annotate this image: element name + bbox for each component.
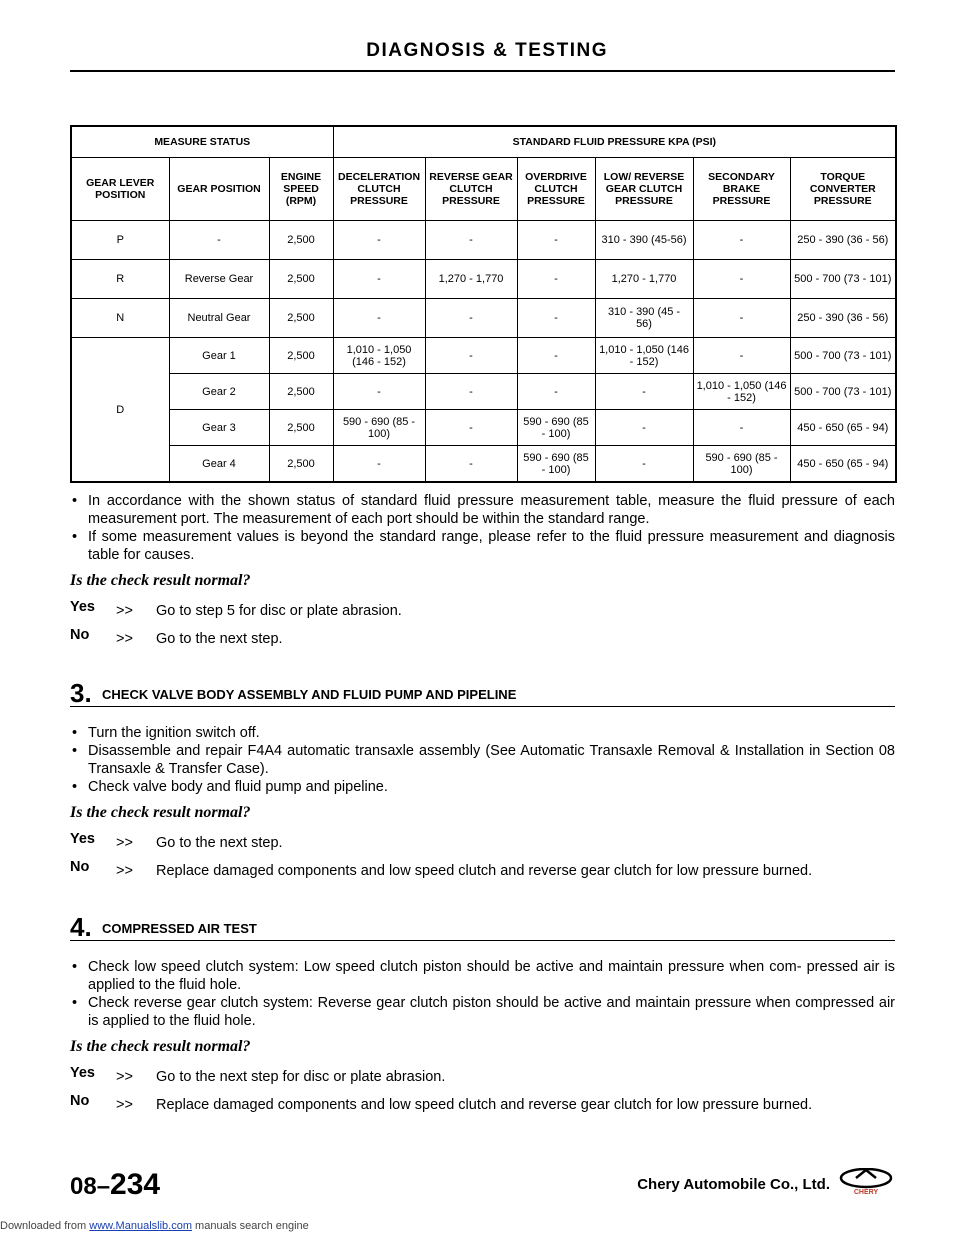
bullet-item: • Check low speed clutch system: Low speed clutch piston should be active and maintain pressure when com- pressed air is applied to the fluid hole. <box>70 958 895 994</box>
table-cell: - <box>693 260 790 299</box>
table-cell: 1,270 - 1,770 <box>425 260 517 299</box>
no-label: No <box>70 859 90 875</box>
no-text: Replace damaged components and low speed clutch and reverse gear clutch for low pressure burned. <box>156 1097 813 1113</box>
table-cell: 2,500 <box>269 338 333 374</box>
table-cell: - <box>333 299 425 338</box>
table-cell: R <box>71 260 169 299</box>
table-cell: - <box>595 446 693 483</box>
table-cell: 2,500 <box>269 299 333 338</box>
yes-label: Yes <box>70 599 95 615</box>
table-cell: - <box>693 338 790 374</box>
table-cell: 250 - 390 (36 - 56) <box>790 299 896 338</box>
table-cell: 250 - 390 (36 - 56) <box>790 221 896 260</box>
section4-title: COMPRESSED AIR TEST <box>102 921 257 936</box>
col-header: REVERSE GEAR CLUTCH PRESSURE <box>425 158 517 221</box>
table-cell: - <box>333 260 425 299</box>
table-cell: - <box>425 410 517 446</box>
table-cell: 590 - 690 (85 - 100) <box>693 446 790 483</box>
bullet-item: • Disassemble and repair F4A4 automatic transaxle assembly (See Automatic Transaxle Removal & Installation in Section 08 Transaxle & Transfer Case). <box>70 742 895 778</box>
no-label: No <box>70 627 90 643</box>
table-cell-d-lever: D <box>71 338 169 483</box>
check-question: Is the check result normal? <box>70 572 251 589</box>
table-cell: Gear 2 <box>169 374 269 410</box>
table-cell: 2,500 <box>269 221 333 260</box>
section3-body <box>70 724 895 880</box>
yes-text: Go to step 5 for disc or plate abrasion. <box>156 603 402 619</box>
table-cell: - <box>517 374 595 410</box>
table-cell: 310 - 390 (45-56) <box>595 221 693 260</box>
yes-answer <box>70 599 895 620</box>
yes-text: Go to the next step. <box>156 835 283 851</box>
section3-number: 3. <box>70 678 92 708</box>
section4-bullet-list <box>70 958 895 1030</box>
page-number-value: 234 <box>110 1168 161 1201</box>
col-header: OVERDRIVE CLUTCH PRESSURE <box>517 158 595 221</box>
table-cell: 590 - 690 (85 - 100) <box>333 410 425 446</box>
yes-answer <box>70 1065 895 1086</box>
section2-body <box>70 492 895 648</box>
section3-heading <box>70 678 895 707</box>
table-cell: - <box>693 299 790 338</box>
table-cell: - <box>169 221 269 260</box>
chery-logo-icon <box>838 1168 894 1196</box>
page-section-prefix: 08– <box>70 1173 111 1200</box>
table-cell: 590 - 690 (85 - 100) <box>517 446 595 483</box>
table-cell: Gear 3 <box>169 410 269 446</box>
manualslib-link[interactable]: www.Manualslib.com <box>89 1220 192 1232</box>
check-question: Is the check result normal? <box>70 1038 251 1055</box>
col-header: GEAR LEVER POSITION <box>71 158 169 221</box>
table-cell: - <box>517 338 595 374</box>
table-cell: - <box>517 260 595 299</box>
col-header: DECELERATION CLUTCH PRESSURE <box>333 158 425 221</box>
table-row <box>71 260 896 299</box>
yes-answer <box>70 831 895 852</box>
company-name: Chery Automobile Co., Ltd. <box>637 1176 830 1193</box>
col-header: TORQUE CONVERTER PRESSURE <box>790 158 896 221</box>
arrow-symbol: >> <box>116 631 133 647</box>
table-cell: - <box>333 221 425 260</box>
table-cell: - <box>595 374 693 410</box>
header-divider <box>70 70 895 72</box>
table-cell: Gear 1 <box>169 338 269 374</box>
table-cell: - <box>333 446 425 483</box>
page-number <box>70 1168 160 1202</box>
table-cell: 2,500 <box>269 446 333 483</box>
table-row <box>71 221 896 260</box>
yes-text: Go to the next step for disc or plate abrasion. <box>156 1069 446 1085</box>
table-cell: 590 - 690 (85 - 100) <box>517 410 595 446</box>
table-cell: 1,010 - 1,050 (146 - 152) <box>693 374 790 410</box>
table-cell: 500 - 700 (73 - 101) <box>790 338 896 374</box>
logo-text: CHERY <box>853 1189 879 1196</box>
bullet-item: • Turn the ignition switch off. <box>70 724 895 742</box>
bullet-item: • Check reverse gear clutch system: Reverse gear clutch piston should be active and maintain pressure when compressed air is applied to the fluid hole. <box>70 994 895 1030</box>
table-cell: - <box>595 410 693 446</box>
yes-label: Yes <box>70 831 95 847</box>
table-cell: - <box>425 221 517 260</box>
table-group-header-right: STANDARD FLUID PRESSURE KPA (PSI) <box>333 126 896 158</box>
no-answer <box>70 859 895 880</box>
fluid-pressure-table <box>70 125 897 483</box>
section3-bullet-list <box>70 724 895 796</box>
table-cell: 500 - 700 (73 - 101) <box>790 260 896 299</box>
arrow-symbol: >> <box>116 1069 133 1085</box>
table-cell: 1,010 - 1,050 (146 - 152) <box>333 338 425 374</box>
table-row <box>71 410 896 446</box>
table-cell: 500 - 700 (73 - 101) <box>790 374 896 410</box>
bullet-item: • Check valve body and fluid pump and pipeline. <box>70 778 895 796</box>
no-label: No <box>70 1093 90 1109</box>
arrow-symbol: >> <box>116 863 133 879</box>
table-cell: Gear 4 <box>169 446 269 483</box>
table-cell: - <box>693 410 790 446</box>
table-cell: - <box>517 299 595 338</box>
table-cell: Reverse Gear <box>169 260 269 299</box>
page-header-title: DIAGNOSIS & TESTING <box>366 40 608 61</box>
bullet-item: • If some measurement values is beyond the standard range, please refer to the fluid pressure measurement and diagnosis table for causes. <box>70 528 895 564</box>
col-header: LOW/ REVERSE GEAR CLUTCH PRESSURE <box>595 158 693 221</box>
download-prefix: Downloaded from <box>0 1220 87 1232</box>
col-header: ENGINE SPEED (RPM) <box>269 158 333 221</box>
col-header: SECONDARY BRAKE PRESSURE <box>693 158 790 221</box>
table-cell: 2,500 <box>269 260 333 299</box>
table-cell: - <box>517 221 595 260</box>
table-group-header-left: MEASURE STATUS <box>71 126 333 158</box>
table-row <box>71 338 896 374</box>
table-cell: N <box>71 299 169 338</box>
table-cell: 1,270 - 1,770 <box>595 260 693 299</box>
table-cell: 310 - 390 (45 - 56) <box>595 299 693 338</box>
download-footer <box>0 1220 309 1232</box>
table-cell: 450 - 650 (65 - 94) <box>790 410 896 446</box>
table-cell: - <box>693 221 790 260</box>
table-cell: 2,500 <box>269 410 333 446</box>
section4-heading <box>70 912 895 941</box>
no-answer <box>70 1093 895 1114</box>
table-cell: - <box>425 299 517 338</box>
table-cell: - <box>333 374 425 410</box>
col-header: GEAR POSITION <box>169 158 269 221</box>
check-question: Is the check result normal? <box>70 804 251 821</box>
table-cell: Neutral Gear <box>169 299 269 338</box>
table-row <box>71 374 896 410</box>
no-text: Replace damaged components and low speed clutch and reverse gear clutch for low pressure burned. <box>156 863 813 879</box>
table-row <box>71 446 896 483</box>
table-cell: 2,500 <box>269 374 333 410</box>
bullet-item: • In accordance with the shown status of standard fluid pressure measurement table, measure the fluid pressure of each measurement port. The measurement of each port should be within the standard range. <box>70 492 895 528</box>
arrow-symbol: >> <box>116 835 133 851</box>
no-text: Go to the next step. <box>156 631 283 647</box>
table-cell: P <box>71 221 169 260</box>
no-answer <box>70 627 895 648</box>
section3-title: CHECK VALVE BODY ASSEMBLY AND FLUID PUMP AND PIPELINE <box>102 687 517 702</box>
section4-number: 4. <box>70 912 92 942</box>
table-cell: 1,010 - 1,050 (146 - 152) <box>595 338 693 374</box>
section2-bullet-list <box>70 492 895 564</box>
yes-label: Yes <box>70 1065 95 1081</box>
download-suffix: manuals search engine <box>195 1220 309 1232</box>
table-cell: - <box>425 338 517 374</box>
arrow-symbol: >> <box>116 603 133 619</box>
table-cell: - <box>425 446 517 483</box>
table-cell: 450 - 650 (65 - 94) <box>790 446 896 483</box>
table-cell: - <box>425 374 517 410</box>
section4-body <box>70 958 895 1114</box>
table-row <box>71 299 896 338</box>
arrow-symbol: >> <box>116 1097 133 1113</box>
